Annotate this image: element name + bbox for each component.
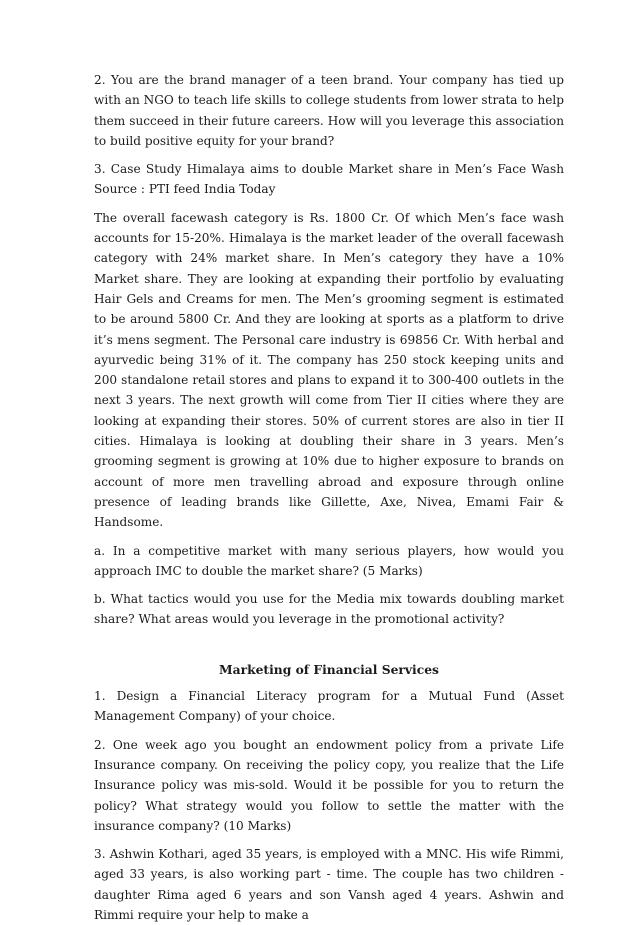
financial-question-1: 1. Design a Financial Literacy program for a Mutual Fund (Asset Management Company) of your choice. [94,689,564,724]
financial-question-2: 2. One week ago you bought an endowment policy from a private Life Insurance company. On receiving the policy copy, you realize that the Life Insurance policy was mis-sold. Would it be possible for you to return the policy? What strategy would you follow to settle the matter with the insurance company? (10 Marks) [94,737,564,833]
question-3a: a. In a competitive market with many serious players, how would you approach IMC to double the market share? (5 Marks) [94,543,564,578]
question-3-case-title: 3. Case Study Himalaya aims to double Market share in Men’s Face Wash Source : PTI feed India Today [94,162,564,197]
question-3b: b. What tactics would you use for the Media mix towards doubling market share? What areas would you leverage in the promotional activity? [94,592,564,627]
question-2-brand: 2. You are the brand manager of a teen brand. Your company has tied up with an NGO to teach life skills to college students from lower strata to help them succeed in their future careers. How will you leverage this association to build positive equity for your brand? [94,73,564,148]
financial-question-3: 3. Ashwin Kothari, aged 35 years, is employed with a MNC. His wife Rimmi, aged 33 years, is also working part - time. The couple has two children - daughter Rima aged 6 years and son Vansh aged 4 years. Ashwin and Rimmi require your help to make a [94,847,564,922]
case-study-body: The overall facewash category is Rs. 1800 Cr. Of which Men’s face wash accounts for 15-20%. Himalaya is the market leader of the overall facewash category with 24% market share. In Men’s category they have a 10% Market share. They are looking at expanding their portfolio by evaluating Hair Gels and Creams for men. The Men’s grooming segment is estimated to be around 5800 Cr. And they are looking at sports as a platform to drive it’s mens segment. The Personal care industry is 69856 Cr. With herbal and ayurvedic being 31% of it. The company has 250 stock keeping units and 200 standalone retail stores and plans to expand it to 300-400 outlets in the next 3 years. The next growth will come from Tier II cities where they are looking at expanding their stores. 50% of current stores are also in tier II cities. Himalaya is looking at doubling their share in 3 years. Men’s grooming segment is growing at 10% due to higher exposure to brands on account of more men travelling abroad and exposure through online presence of leading brands like Gillette, Axe, Nivea, Emami Fair & Handsome. [94,210,564,530]
section-title: Marketing of Financial Services [219,661,439,677]
